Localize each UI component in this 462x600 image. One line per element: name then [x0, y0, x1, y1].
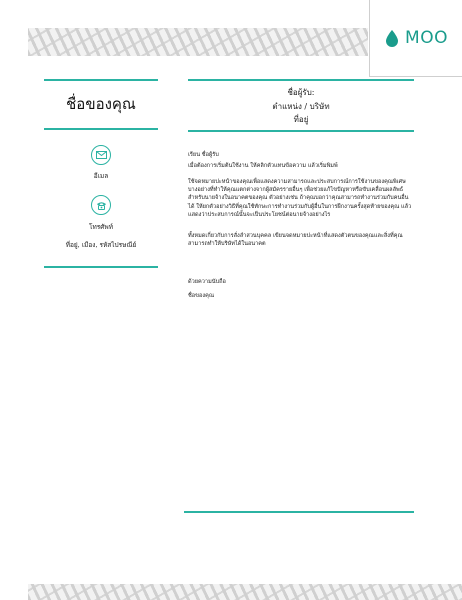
telephone-icon	[91, 195, 111, 215]
divider-top-left	[44, 79, 158, 81]
decorative-pattern-bottom	[28, 584, 462, 600]
sender-address: ที่อยู่, เมือง, รหัสไปรษณีย์	[65, 241, 137, 249]
mail-icon	[91, 145, 111, 165]
water-drop-icon	[384, 29, 400, 47]
salutation: เรียน ชื่อผู้รับ	[188, 152, 219, 158]
recipient-address: ที่อยู่	[293, 115, 309, 124]
company-logo	[369, 0, 462, 77]
closing: ด้วยความนับถือ	[188, 279, 226, 285]
intro-paragraph: เมื่อต้องการเริ่มต้นใช้งาน ให้คลิกตัวแทนข้อความ แล้วเริ่มพิมพ์	[188, 163, 338, 169]
divider-name	[44, 128, 158, 130]
decorative-pattern-top	[28, 28, 368, 56]
divider-bottom-left	[44, 266, 158, 268]
divider-top-right	[188, 79, 414, 81]
logo-text: MOO	[405, 28, 448, 48]
body-paragraph-1: ใช้จดหมายปะหน้าของคุณเพื่อแสดงความสามารถและประสบการณ์การใช้งานของคุณพิเศษบางอย่างที่ทำให้คุณแตกต่างจากผู้สมัครรายอื่นๆ เพื่อช่วยแก้ไขปัญหาหรือขับเคลื่อนผลลัพธ์สำหรับนายจ้างในอนาคตของคุณ ตัวอย่างเช่น ถ้าคุณบอกว่าคุณสามารถทำงานร่วมกับคนอื่นได้ ให้ยกตัวอย่างวิธีที่คุณใช้ทักษะการทำงานร่วมกับผู้อื่นในการฝึกงานครั้งสุดท้ายของคุณ แล้วแสดงว่าประสบการณ์นั้นจะเป็นประโยชน์ต่อนายจ้างอย่างไร	[188, 179, 412, 218]
phone-label: โทรศัพท์	[89, 223, 113, 231]
recipient-name: ชื่อผู้รับ:	[287, 88, 315, 97]
divider-bottom-right	[184, 511, 414, 513]
recipient-title-company: ตำแหน่ง / บริษัท	[272, 102, 330, 111]
email-label: อีเมล	[93, 172, 109, 180]
sender-name: ชื่อของคุณ	[66, 95, 136, 113]
signature: ชื่อของคุณ	[188, 293, 215, 299]
body-paragraph-2: ทั้งหมดเกี่ยวกับการสั่งลำสวนบุคคล เขียนจดหมายปะหน้าที่แสดงตัวตนของคุณและสิ่งที่คุณสามารถทำให้บริษัทได้ในอนาคต	[188, 233, 403, 248]
divider-recipient	[188, 130, 414, 132]
